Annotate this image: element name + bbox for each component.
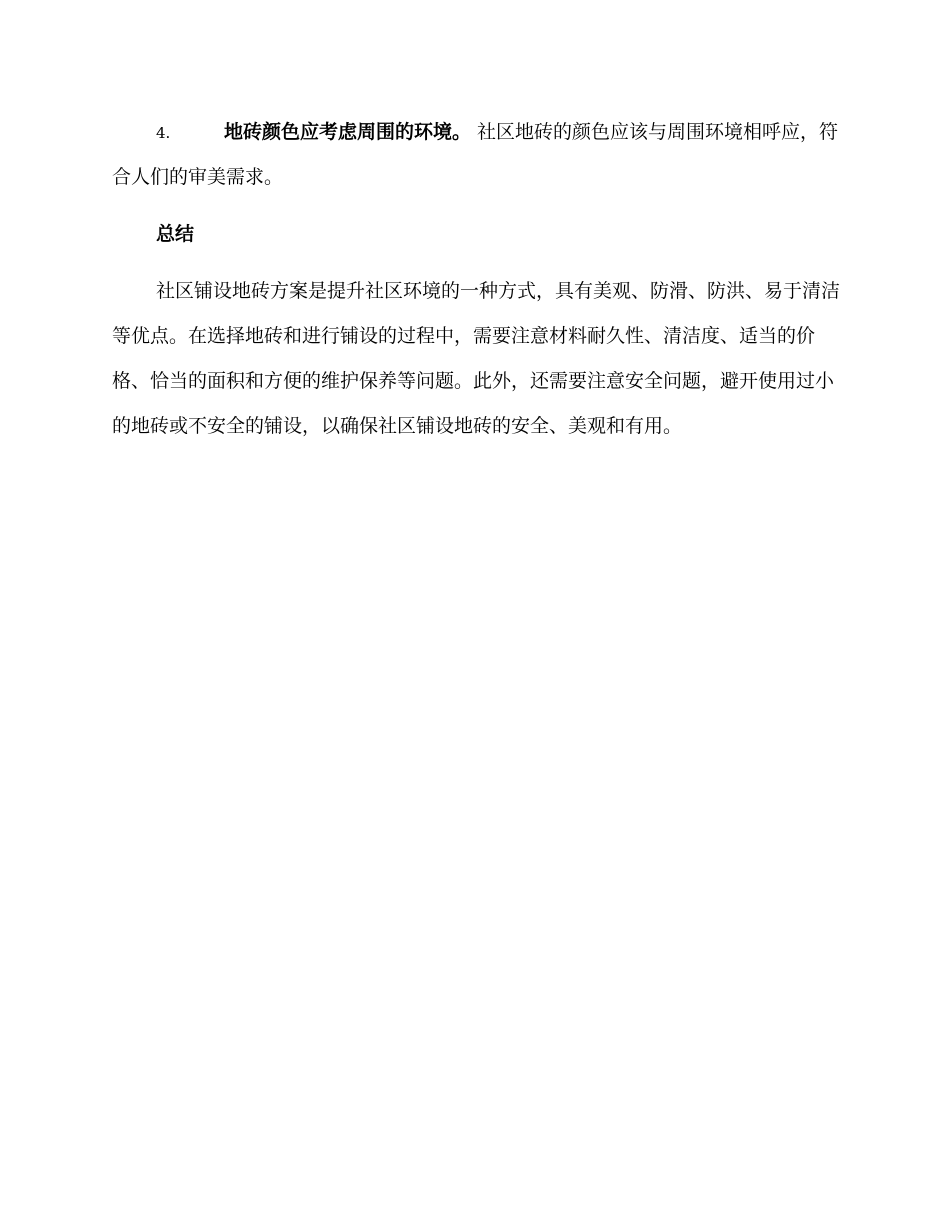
list-number: 4. xyxy=(156,124,171,142)
list-item-lead: 地砖颜色应考虑周围的环境。 xyxy=(224,121,472,143)
list-item-4 xyxy=(112,110,840,199)
document-page xyxy=(112,110,840,449)
summary-heading: 总结 xyxy=(156,223,195,245)
list-item-text: 社区地砖的颜色应该与周围环境相呼应，符合人们的审美需求。 xyxy=(112,121,839,188)
summary-paragraph: 社区铺设地砖方案是提升社区环境的一种方式，具有美观、防滑、防洪、易于清洁等优点。在选择地砖和进行铺设的过程中，需要注意材料耐久性、清洁度、适当的价格、恰当的面积和方便的维护保养等问题。此外，还需要注意安全问题，避开使用过小的地砖或不安全的铺设，以确保社区铺设地砖的安全、美观和有用。 xyxy=(112,280,841,437)
